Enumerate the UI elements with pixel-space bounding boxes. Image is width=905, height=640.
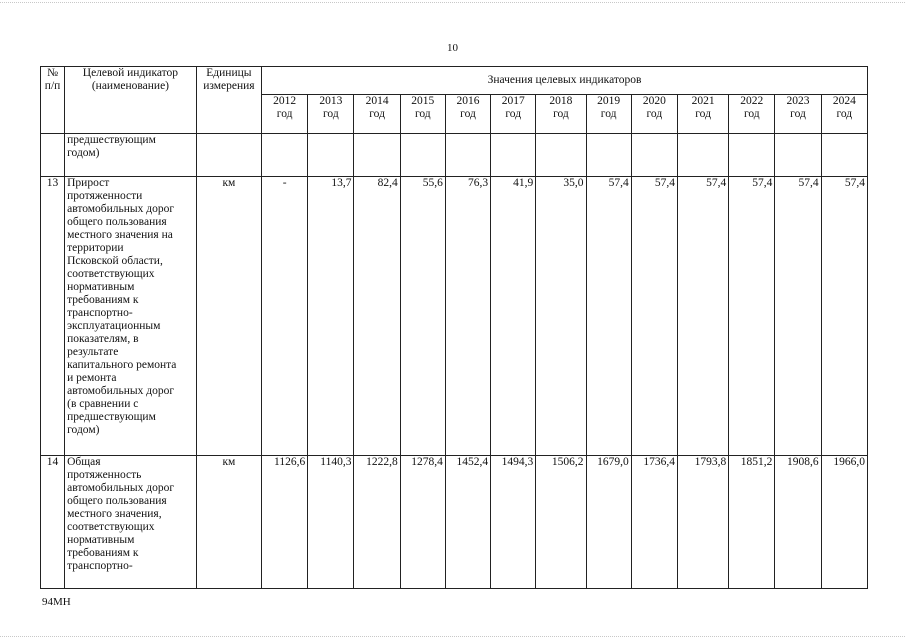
value-cell-2020: 1736,4 (631, 456, 677, 589)
header-year-2013 (308, 95, 354, 134)
header-year-suffix: год (743, 108, 760, 120)
header-year-number: 2017 (501, 95, 525, 107)
header-year-number: 2013 (319, 95, 343, 107)
value-cell-2019: 57,4 (586, 177, 631, 456)
header-year-suffix: год (414, 108, 431, 120)
value-cell-2019: 1679,0 (586, 456, 631, 589)
indicator-name: предшествующим годом) (67, 134, 156, 159)
header-year-2016 (445, 95, 490, 134)
value-cell-2020 (631, 134, 677, 177)
page-number: 10 (447, 42, 458, 54)
header-unit: Единицы измерения (196, 67, 261, 134)
value-cell-2016 (445, 134, 490, 177)
value-cell-2017 (491, 134, 536, 177)
header-year-number: 2022 (740, 95, 764, 107)
header-year-number: 2018 (549, 95, 573, 107)
header-year-2021 (677, 95, 728, 134)
indicator-name-cell (65, 134, 197, 177)
header-year-number: 2020 (642, 95, 666, 107)
indicator-name: Прирост протяженности автомобильных дорог общего пользования местного значения на территории Псковской области, соответствующих нормативным требованиям к транспортно- эксплуатационным показателям, в результате капитального ремонта и ремонта автомобильных дорог (в сравнении с предшествующим годом) (67, 177, 177, 436)
value-cell-2015: 1278,4 (400, 456, 445, 589)
scan-edge-top (0, 2, 905, 3)
header-year-2015 (400, 95, 445, 134)
row-number (41, 134, 65, 177)
header-year-suffix: год (836, 108, 853, 120)
header-year-suffix: год (460, 108, 476, 120)
value-cell-2015: 55,6 (400, 177, 445, 456)
header-year-2012 (262, 95, 308, 134)
value-cell-2016: 1452,4 (445, 456, 490, 589)
value-cell-2017: 41,9 (491, 177, 536, 456)
value-cell-2023 (775, 134, 821, 177)
value-cell-2022: 1851,2 (729, 456, 775, 589)
value-cell-2015 (400, 134, 445, 177)
header-year-2022 (729, 95, 775, 134)
header-year-suffix: год (276, 108, 293, 120)
unit-cell (196, 134, 261, 177)
header-year-suffix: год (553, 108, 569, 120)
value-cell-2018: 1506,2 (536, 456, 586, 589)
value-cell-2022: 57,4 (729, 177, 775, 456)
header-num: № п/п (41, 67, 65, 134)
value-cell-2012 (262, 134, 308, 177)
value-cell-2022 (729, 134, 775, 177)
header-year-number: 2014 (365, 95, 389, 107)
header-year-number: 2023 (786, 95, 810, 107)
scan-edge-bottom (0, 636, 905, 637)
header-year-2018 (536, 95, 586, 134)
indicator-name-cell (65, 177, 197, 456)
value-cell-2021: 1793,8 (677, 456, 728, 589)
indicator-name: Общая протяженность автомобильных дорог общего пользования местного значения, соответствующих нормативным требованиям к транспортно- (67, 456, 175, 572)
header-values-group: Значения целевых индикаторов (262, 67, 868, 95)
footer-code: 94МН (42, 596, 71, 608)
value-cell-2013: 1140,3 (308, 456, 354, 589)
value-cell-2018: 35,0 (536, 177, 586, 456)
value-cell-2021: 57,4 (677, 177, 728, 456)
header-year-2019 (586, 95, 631, 134)
header-year-2017 (491, 95, 536, 134)
value-cell-2013 (308, 134, 354, 177)
value-cell-2023: 57,4 (775, 177, 821, 456)
header-year-suffix: год (646, 108, 663, 120)
header-row-top (41, 67, 868, 95)
value-cell-2024 (821, 134, 867, 177)
value-cell-2014: 82,4 (354, 177, 400, 456)
unit-cell: км (196, 177, 261, 456)
header-year-suffix: год (323, 108, 339, 120)
value-cell-2017: 1494,3 (491, 456, 536, 589)
header-indicator: Целевой индикатор (наименование) (65, 67, 197, 134)
header-year-suffix: год (695, 108, 711, 120)
header-year-number: 2015 (411, 95, 435, 107)
value-cell-2012: 1126,6 (262, 456, 308, 589)
indicators-table (40, 66, 868, 589)
header-year-2020 (631, 95, 677, 134)
table-row (41, 177, 868, 456)
header-year-number: 2016 (456, 95, 480, 107)
value-cell-2014: 1222,8 (354, 456, 400, 589)
value-cell-2018 (536, 134, 586, 177)
header-year-suffix: год (790, 108, 806, 120)
header-year-suffix: год (600, 108, 617, 120)
header-year-suffix: год (505, 108, 522, 120)
header-year-2023 (775, 95, 821, 134)
header-year-number: 2019 (597, 95, 621, 107)
row-number: 13 (41, 177, 65, 456)
table-row (41, 134, 868, 177)
value-cell-2016: 76,3 (445, 177, 490, 456)
header-year-number: 2024 (832, 95, 856, 107)
value-cell-2013: 13,7 (308, 177, 354, 456)
header-year-number: 2012 (273, 95, 297, 107)
table-row (41, 456, 868, 589)
value-cell-2020: 57,4 (631, 177, 677, 456)
header-year-number: 2021 (691, 95, 715, 107)
value-cell-2023: 1908,6 (775, 456, 821, 589)
header-year-suffix: год (369, 108, 385, 120)
value-cell-2021 (677, 134, 728, 177)
row-number: 14 (41, 456, 65, 589)
value-cell-2012: - (262, 177, 308, 456)
unit-cell: км (196, 456, 261, 589)
header-year-2024 (821, 95, 867, 134)
value-cell-2014 (354, 134, 400, 177)
value-cell-2024: 57,4 (821, 177, 867, 456)
indicator-name-cell (65, 456, 197, 589)
header-year-2014 (354, 95, 400, 134)
value-cell-2024: 1966,0 (821, 456, 867, 589)
value-cell-2019 (586, 134, 631, 177)
